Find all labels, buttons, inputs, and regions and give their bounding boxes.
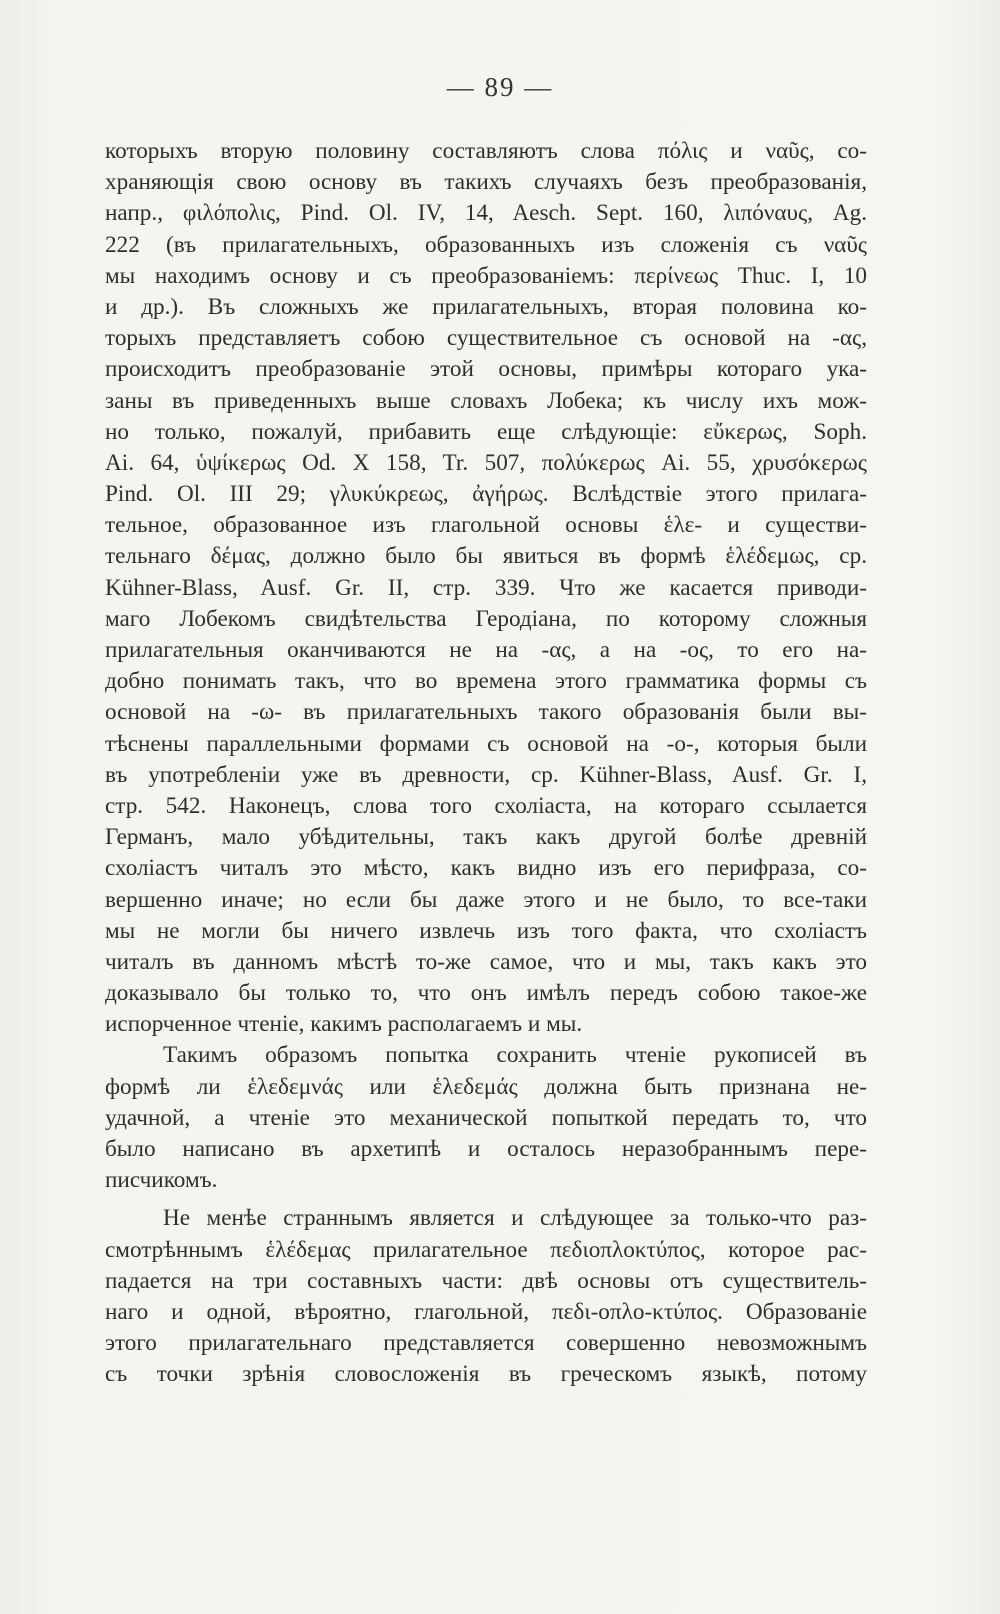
text-line: Ai. 64, ὑψίκερως Od. X 158, Tr. 507, πολύκερως Ai. 55, χρυσόκερως <box>105 449 867 476</box>
text-line: мы не могли бы ничего извлечь изъ того факта, что схоліастъ <box>105 917 867 944</box>
text-line: этого прилагательнаго представляется совершенно невозможнымъ <box>105 1330 867 1357</box>
text-line: было написано въ архетипѣ и осталось неразобраннымъ пере- <box>105 1136 867 1162</box>
paragraph <box>105 1040 867 1196</box>
paragraph <box>105 1203 867 1390</box>
text-line: прилагательныя оканчиваются не на -ας, а на -ος, то его на- <box>105 637 867 663</box>
text-line: маго Лобекомъ свидѣтельства Геродіана, по которому сложныя <box>105 605 867 632</box>
text-line: формѣ ли ἑλεδεμνάς или ἑλεδεμάς должна быть признана не- <box>105 1073 867 1100</box>
text-line: 222 (въ прилагательныхъ, образованныхъ изъ сложенія съ ναῦς <box>105 231 867 258</box>
text-line: Не менѣе страннымъ является и слѣдующее за только-что раз- <box>163 1205 867 1232</box>
paragraph <box>105 136 867 1040</box>
text-line: стр. 542. Наконецъ, слова того схоліаста, на котораго ссылается <box>105 792 867 819</box>
text-line: напр., φιλόπολις, Pind. Ol. IV, 14, Aesch. Sept. 160, λιπόναυς, Ag. <box>105 200 867 227</box>
text-line: испорченное чтеніе, какимъ располагаемъ и мы. <box>105 1011 583 1038</box>
text-line: писчикомъ. <box>105 1167 218 1194</box>
text-line: тельнаго δέμας, должно было бы явиться въ формѣ ἑλέδεμως, ср. <box>105 543 867 570</box>
text-line: которыхъ вторую половину составляютъ слова πόλις и ναῦς, со- <box>105 138 867 164</box>
text-line: мы находимъ основу и съ преобразованіемъ: περίνεως Thuc. I, 10 <box>105 262 867 289</box>
text-line: и др.). Въ сложныхъ же прилагательныхъ, вторая половина ко- <box>105 293 867 320</box>
text-line: храняющія свою основу въ такихъ случаяхъ безъ преобразованія, <box>105 169 867 196</box>
text-line: наго и одной, вѣроятно, глагольной, πεδι-οπλο-κτύπος. Образованіе <box>105 1298 867 1325</box>
text-line: но только, пожалуй, прибавить еще слѣдующіе: εὔκερως, Soph. <box>105 418 867 445</box>
text-line: происходитъ преобразованіе этой основы, примѣры котораго ука- <box>105 356 867 383</box>
text-line: смотрѣннымъ ἑλέδεμας прилагательное πεδιοπλοκτύπος, которое рас- <box>105 1236 867 1263</box>
text-line: въ употребленіи уже въ древности, ср. Kühner-Blass, Ausf. Gr. I, <box>105 761 867 788</box>
text-line: Pind. Ol. III 29; γλυκύκρεως, ἀγήρως. Вслѣдствіе этого прилага- <box>105 481 867 508</box>
text-line: съ точки зрѣнія словосложенія въ греческомъ языкѣ, потому <box>105 1361 867 1388</box>
text-line: схоліастъ читалъ это мѣсто, какъ видно изъ его перифраза, со- <box>105 855 867 882</box>
page-number: — 89 — <box>446 72 554 102</box>
text-line: добно понимать такъ, что во времена этого грамматика формы съ <box>105 668 867 695</box>
text-line: Германъ, мало убѣдительны, такъ какъ другой болѣе древній <box>105 824 867 851</box>
text-line: Kühner-Blass, Ausf. Gr. II, стр. 339. Что же касается приводи- <box>105 574 867 601</box>
text-line: читалъ въ данномъ мѣстѣ то-же самое, что и мы, такъ какъ это <box>105 948 867 975</box>
text-line: вершенно иначе; но если бы даже этого и не было, то все-таки <box>105 886 867 913</box>
text-line: тельное, образованное изъ глагольной основы ἑλε- и существи- <box>105 512 867 539</box>
text-line: торыхъ представляетъ собою существительное съ основой на -ας, <box>105 325 867 352</box>
paragraph-gap <box>105 1196 867 1203</box>
body-text <box>105 136 867 1391</box>
text-line: удачной, а чтеніе это механической попыткой передать то, что <box>105 1104 867 1131</box>
text-line: тѣснены параллельными формами съ основой на -ο-, которыя были <box>105 730 867 757</box>
text-line: заны въ приведенныхъ выше словахъ Лобека; къ числу ихъ мож- <box>105 387 867 414</box>
text-line: падается на три составныхъ части: двѣ основы отъ существитель- <box>105 1267 867 1294</box>
text-line: основой на -ω- въ прилагательныхъ такого образованія были вы- <box>105 699 867 726</box>
text-line: Такимъ образомъ попытка сохранить чтеніе рукописей въ <box>163 1042 867 1069</box>
text-line: доказывало бы только то, что онъ имѣлъ передъ собою такое-же <box>105 980 867 1007</box>
